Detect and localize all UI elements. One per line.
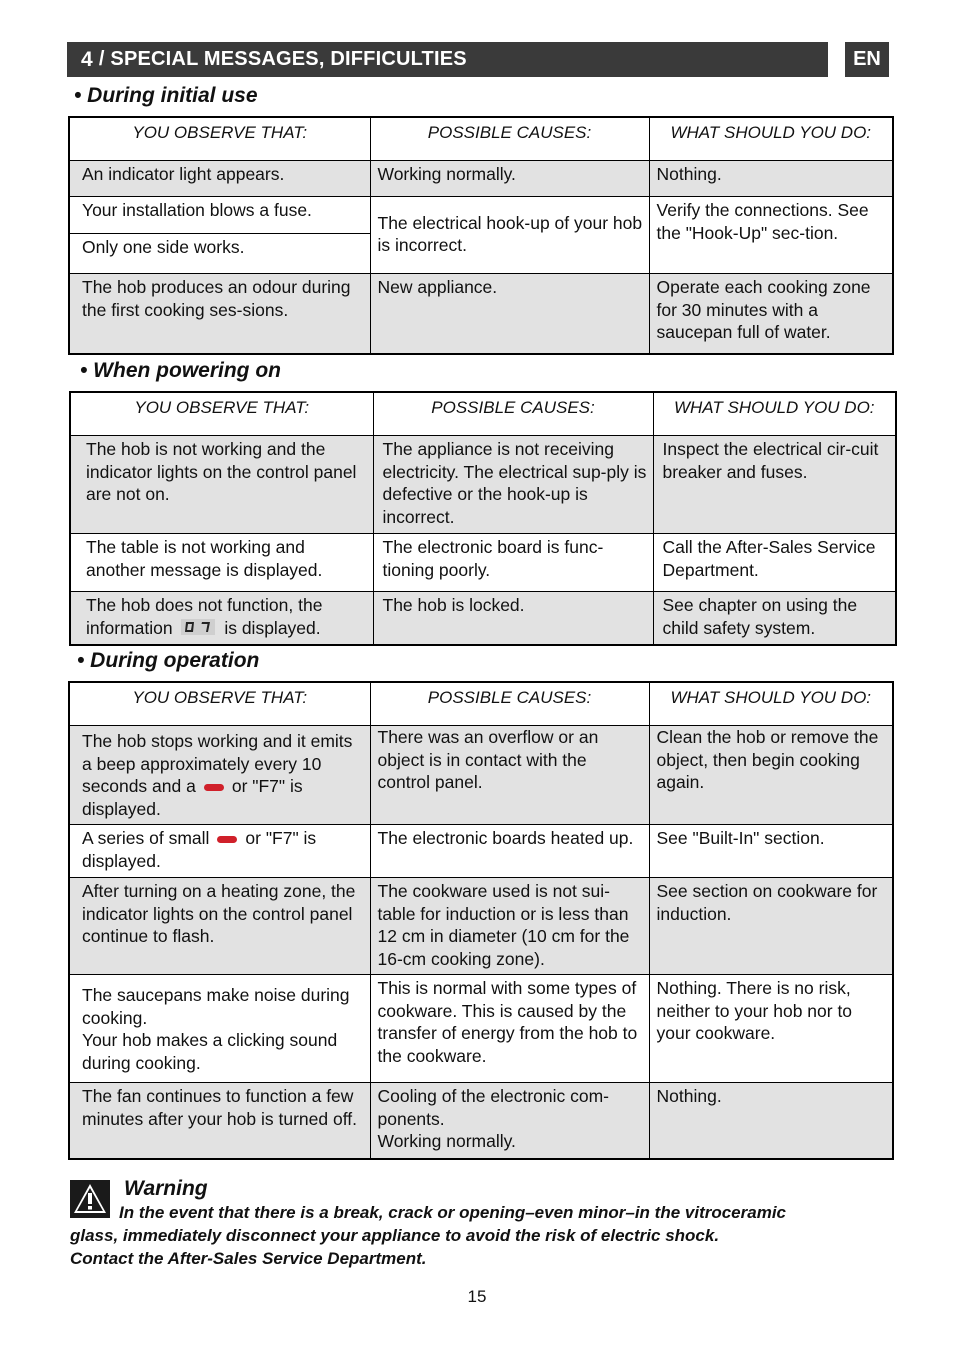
table-row (70, 534, 896, 592)
observe-cell (69, 975, 370, 1083)
cause-cell: There was an overflow or an object is in contact with the control panel. (370, 726, 649, 825)
red-dash-indicator-icon (204, 784, 224, 791)
table-row (70, 592, 896, 646)
action-cell: Nothing. There is no risk, neither to your hob nor to your cookware. (649, 975, 893, 1083)
table-row (69, 1083, 893, 1159)
column-header-observe: YOU OBSERVE THAT: (69, 682, 370, 726)
cause-cell: The cookware used is not sui-table for induction or is less than 12 cm in diameter (10 cm for the 16-cm cooking zone). (370, 878, 649, 975)
column-header-observe: YOU OBSERVE THAT: (69, 117, 370, 161)
observe-cell (70, 592, 373, 646)
warning-line: Contact the After-Sales Service Department. (70, 1249, 427, 1268)
table-row (69, 274, 893, 354)
table-row (69, 161, 893, 197)
observe-cell (69, 825, 370, 878)
observe-text-before: The hob does not function, the information (86, 595, 323, 638)
table-initial-use (68, 116, 894, 355)
table-row (69, 975, 893, 1083)
table-row (70, 436, 896, 534)
cause-line: Cooling of the electronic com-ponents. (377, 1086, 609, 1129)
action-cell: Clean the hob or remove the object, then begin cooking again. (649, 726, 893, 825)
chapter-number: 4 (81, 47, 93, 71)
action-cell: Inspect the electrical cir-cuit breaker and fuses. (653, 436, 896, 534)
table-powering-on (69, 391, 897, 646)
chapter-title: / SPECIAL MESSAGES, DIFFICULTIES (98, 48, 467, 70)
observe-text-after: or "F7" is displayed. (82, 828, 317, 871)
table-row (69, 726, 893, 825)
section-title-during-operation: • During operation (77, 649, 260, 672)
cause-cell: The electronic boards heated up. (370, 825, 649, 878)
section-title-powering-on: • When powering on (80, 359, 281, 382)
lock-display-icon (181, 618, 215, 641)
observe-line: Your hob makes a clicking sound during cooking. (82, 1030, 338, 1073)
table-row (69, 825, 893, 878)
observe-cell: Only one side works. (69, 234, 370, 274)
language-badge: EN (845, 42, 889, 77)
section-title-initial-use: • During initial use (74, 84, 258, 107)
column-header-observe: YOU OBSERVE THAT: (70, 392, 373, 436)
action-cell: Nothing. (649, 1083, 893, 1159)
column-header-action: WHAT SHOULD YOU DO: (649, 682, 893, 726)
warning-text (70, 1201, 870, 1270)
table-during-operation (68, 681, 894, 1160)
cause-cell (370, 1083, 649, 1159)
cause-cell: New appliance. (370, 274, 649, 354)
observe-text-before: The hob stops working and it emits a beep approximately every 10 seconds and a (82, 731, 353, 796)
action-cell: See chapter on using the child safety system. (653, 592, 896, 646)
column-header-causes: POSSIBLE CAUSES: (370, 117, 649, 161)
action-cell: Operate each cooking zone for 30 minutes with a saucepan full of water. (649, 274, 893, 354)
action-cell: Nothing. (649, 161, 893, 197)
observe-cell: The hob is not working and the indicator lights on the control panel are not on. (70, 436, 373, 534)
cause-cell: Working normally. (370, 161, 649, 197)
observe-cell: The hob produces an odour during the first cooking ses-sions. (69, 274, 370, 354)
red-dash-indicator-icon (217, 836, 237, 843)
action-cell: See "Built-In" section. (649, 825, 893, 878)
observe-cell (69, 726, 370, 825)
observe-cell: An indicator light appears. (69, 161, 370, 197)
observe-cell: After turning on a heating zone, the indicator lights on the control panel continue to flash. (69, 878, 370, 975)
cause-cell: The electronic board is func-tioning poorly. (373, 534, 653, 592)
cause-cell: This is normal with some types of cookware. This is caused by the transfer of energy from the hob to the cookware. (370, 975, 649, 1083)
observe-cell: The fan continues to function a few minutes after your hob is turned off. (69, 1083, 370, 1159)
cause-line: Working normally. (377, 1131, 516, 1151)
observe-cell: Your installation blows a fuse. (69, 197, 370, 234)
chapter-header (67, 42, 828, 77)
observe-cell: The table is not working and another message is displayed. (70, 534, 373, 592)
observe-text-before: A series of small (82, 828, 210, 848)
cause-cell: The hob is locked. (373, 592, 653, 646)
table-row (69, 878, 893, 975)
warning-line: glass, immediately disconnect your appliance to avoid the risk of electric shock. (70, 1226, 720, 1245)
observe-text-after: or "F7" is displayed. (82, 776, 303, 819)
table-row (69, 197, 893, 234)
observe-line: The saucepans make noise during cooking. (82, 985, 350, 1028)
page-number: 15 (467, 1287, 487, 1306)
warning-line: In the event that there is a break, crack or opening–even minor–in the vitroceramic (119, 1203, 787, 1222)
column-header-action: WHAT SHOULD YOU DO: (649, 117, 893, 161)
warning-title: Warning (124, 1177, 208, 1200)
observe-text-after: is displayed. (224, 617, 321, 638)
action-cell: See section on cookware for induction. (649, 878, 893, 975)
cause-cell: The appliance is not receiving electricity. The electrical sup-ply is defective or the hook-up is incorrect. (373, 436, 653, 534)
action-cell: Verify the connections. See the "Hook-Up" sec-tion. (649, 197, 893, 274)
action-cell: Call the After-Sales Service Department. (653, 534, 896, 592)
column-header-causes: POSSIBLE CAUSES: (370, 682, 649, 726)
column-header-causes: POSSIBLE CAUSES: (373, 392, 653, 436)
cause-cell: The electrical hook-up of your hob is incorrect. (370, 197, 649, 274)
column-header-action: WHAT SHOULD YOU DO: (653, 392, 896, 436)
